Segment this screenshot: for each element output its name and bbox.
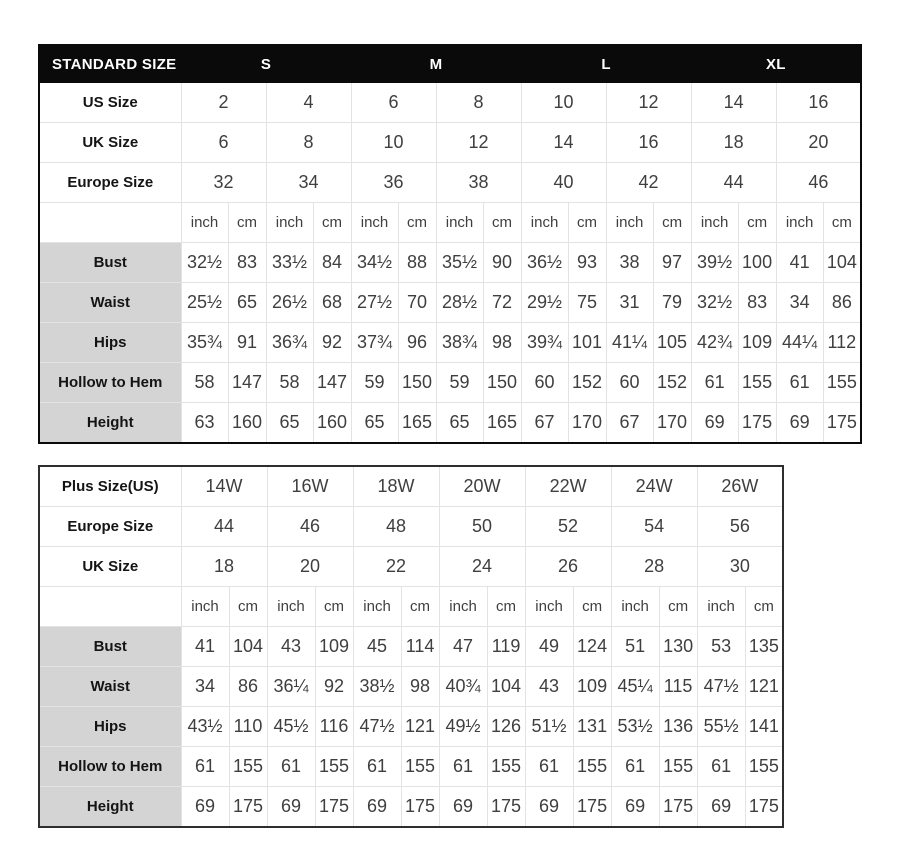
- measure-value-cm: 175: [229, 787, 267, 828]
- size-value: 34: [266, 163, 351, 203]
- measure-value-cm: 175: [487, 787, 525, 828]
- size-value: 18: [691, 123, 776, 163]
- measure-value-inch: 65: [351, 403, 398, 444]
- measure-value-cm: 175: [573, 787, 611, 828]
- measure-value-inch: 69: [525, 787, 573, 828]
- measure-value-cm: 92: [315, 667, 353, 707]
- row-label: Europe Size: [39, 163, 181, 203]
- measure-value-inch: 49: [525, 627, 573, 667]
- measure-value-inch: 61: [697, 747, 745, 787]
- row-label: Hips: [39, 707, 181, 747]
- measure-value-inch: 61: [776, 363, 823, 403]
- measure-value-inch: 51½: [525, 707, 573, 747]
- size-value: 28: [611, 547, 697, 587]
- measure-value-inch: 36¼: [267, 667, 315, 707]
- size-value: 12: [436, 123, 521, 163]
- measure-value-cm: 141: [745, 707, 783, 747]
- measure-value-cm: 131: [573, 707, 611, 747]
- measure-value-cm: 110: [229, 707, 267, 747]
- unit-label: cm: [398, 203, 436, 243]
- measure-value-cm: 155: [659, 747, 697, 787]
- measure-value-cm: 136: [659, 707, 697, 747]
- size-value: 52: [525, 507, 611, 547]
- measure-value-inch: 51: [611, 627, 659, 667]
- unit-label: inch: [181, 203, 228, 243]
- unit-label: inch: [697, 587, 745, 627]
- unit-label: inch: [521, 203, 568, 243]
- unit-label: inch: [606, 203, 653, 243]
- size-value: 56: [697, 507, 783, 547]
- measure-value-cm: 155: [745, 747, 783, 787]
- measure-value-inch: 58: [266, 363, 313, 403]
- measure-value-cm: 114: [401, 627, 439, 667]
- unit-label: cm: [653, 203, 691, 243]
- unit-label: cm: [745, 587, 783, 627]
- size-value: 10: [521, 83, 606, 123]
- unit-label: inch: [525, 587, 573, 627]
- size-value: 48: [353, 507, 439, 547]
- measure-value-cm: 147: [313, 363, 351, 403]
- size-value: 12: [606, 83, 691, 123]
- measure-value-inch: 32½: [691, 283, 738, 323]
- measure-value-inch: 69: [353, 787, 401, 828]
- measure-value-inch: 45¼: [611, 667, 659, 707]
- measure-value-inch: 69: [776, 403, 823, 444]
- size-value: 14W: [181, 466, 267, 507]
- measure-value-cm: 175: [401, 787, 439, 828]
- measure-value-cm: 104: [487, 667, 525, 707]
- measure-value-cm: 79: [653, 283, 691, 323]
- unit-label: inch: [181, 587, 229, 627]
- row-label: Bust: [39, 627, 181, 667]
- size-group-header: L: [521, 45, 691, 83]
- row-label: UK Size: [39, 123, 181, 163]
- unit-label: cm: [313, 203, 351, 243]
- measure-value-inch: 63: [181, 403, 228, 444]
- measure-value-inch: 61: [267, 747, 315, 787]
- measure-value-inch: 34: [181, 667, 229, 707]
- size-value: 24W: [611, 466, 697, 507]
- unit-label: cm: [738, 203, 776, 243]
- size-value: 26W: [697, 466, 783, 507]
- measure-value-cm: 160: [313, 403, 351, 444]
- measure-value-inch: 27½: [351, 283, 398, 323]
- measure-value-inch: 37¾: [351, 323, 398, 363]
- measure-value-inch: 53: [697, 627, 745, 667]
- size-value: 20: [267, 547, 353, 587]
- measure-value-cm: 98: [401, 667, 439, 707]
- unit-label: inch: [436, 203, 483, 243]
- measure-value-cm: 65: [228, 283, 266, 323]
- size-value: 32: [181, 163, 266, 203]
- unit-label: cm: [659, 587, 697, 627]
- row-label-empty: [39, 587, 181, 627]
- measure-value-inch: 39¾: [521, 323, 568, 363]
- measure-value-cm: 97: [653, 243, 691, 283]
- measure-value-inch: 39½: [691, 243, 738, 283]
- measure-value-cm: 170: [653, 403, 691, 444]
- measure-value-cm: 104: [229, 627, 267, 667]
- measure-value-cm: 88: [398, 243, 436, 283]
- unit-label: inch: [611, 587, 659, 627]
- measure-value-cm: 165: [483, 403, 521, 444]
- measure-value-cm: 112: [823, 323, 861, 363]
- measure-value-cm: 121: [745, 667, 783, 707]
- unit-label: inch: [351, 203, 398, 243]
- size-value: 22W: [525, 466, 611, 507]
- size-value: 6: [351, 83, 436, 123]
- unit-label: inch: [267, 587, 315, 627]
- size-value: 6: [181, 123, 266, 163]
- size-value: 16: [606, 123, 691, 163]
- measure-value-cm: 116: [315, 707, 353, 747]
- measure-value-inch: 61: [611, 747, 659, 787]
- measure-value-inch: 44¼: [776, 323, 823, 363]
- measure-value-inch: 34½: [351, 243, 398, 283]
- measure-value-cm: 175: [823, 403, 861, 444]
- measure-value-inch: 35¾: [181, 323, 228, 363]
- size-value: 36: [351, 163, 436, 203]
- measure-value-inch: 47: [439, 627, 487, 667]
- unit-label: inch: [439, 587, 487, 627]
- measure-value-inch: 67: [521, 403, 568, 444]
- measure-value-inch: 31: [606, 283, 653, 323]
- measure-value-cm: 155: [823, 363, 861, 403]
- measure-value-cm: 105: [653, 323, 691, 363]
- measure-value-cm: 124: [573, 627, 611, 667]
- measure-value-cm: 109: [315, 627, 353, 667]
- size-value: 8: [266, 123, 351, 163]
- row-label: UK Size: [39, 547, 181, 587]
- measure-value-cm: 83: [738, 283, 776, 323]
- measure-value-cm: 150: [398, 363, 436, 403]
- measure-value-inch: 69: [181, 787, 229, 828]
- size-value: 22: [353, 547, 439, 587]
- measure-value-cm: 96: [398, 323, 436, 363]
- measure-value-cm: 130: [659, 627, 697, 667]
- size-value: 50: [439, 507, 525, 547]
- size-value: 44: [691, 163, 776, 203]
- measure-value-inch: 38: [606, 243, 653, 283]
- row-label: US Size: [39, 83, 181, 123]
- measure-value-cm: 152: [568, 363, 606, 403]
- unit-label: cm: [483, 203, 521, 243]
- measure-value-cm: 92: [313, 323, 351, 363]
- measure-value-cm: 155: [487, 747, 525, 787]
- measure-value-inch: 61: [525, 747, 573, 787]
- measure-value-inch: 60: [606, 363, 653, 403]
- measure-value-cm: 155: [315, 747, 353, 787]
- measure-value-inch: 65: [266, 403, 313, 444]
- unit-label: inch: [776, 203, 823, 243]
- measure-value-inch: 45½: [267, 707, 315, 747]
- measure-value-inch: 59: [436, 363, 483, 403]
- measure-value-inch: 69: [611, 787, 659, 828]
- row-label: Hips: [39, 323, 181, 363]
- measure-value-cm: 98: [483, 323, 521, 363]
- unit-label: cm: [229, 587, 267, 627]
- measure-value-inch: 41¼: [606, 323, 653, 363]
- measure-value-inch: 45: [353, 627, 401, 667]
- size-value: 20: [776, 123, 861, 163]
- size-value: 16: [776, 83, 861, 123]
- table-title: STANDARD SIZE: [39, 45, 181, 83]
- size-value: 14: [521, 123, 606, 163]
- measure-value-cm: 93: [568, 243, 606, 283]
- measure-value-cm: 175: [738, 403, 776, 444]
- size-value: 4: [266, 83, 351, 123]
- row-label: Hollow to Hem: [39, 363, 181, 403]
- measure-value-inch: 58: [181, 363, 228, 403]
- size-group-header: M: [351, 45, 521, 83]
- measure-value-inch: 36½: [521, 243, 568, 283]
- unit-label: cm: [573, 587, 611, 627]
- size-group-header: S: [181, 45, 351, 83]
- measure-value-cm: 100: [738, 243, 776, 283]
- row-label-empty: [39, 203, 181, 243]
- unit-label: cm: [568, 203, 606, 243]
- measure-value-cm: 109: [738, 323, 776, 363]
- unit-label: cm: [823, 203, 861, 243]
- size-group-header: XL: [691, 45, 861, 83]
- measure-value-inch: 67: [606, 403, 653, 444]
- measure-value-inch: 38¾: [436, 323, 483, 363]
- measure-value-inch: 32½: [181, 243, 228, 283]
- measure-value-inch: 40¾: [439, 667, 487, 707]
- measure-value-inch: 53½: [611, 707, 659, 747]
- measure-value-inch: 28½: [436, 283, 483, 323]
- measure-value-inch: 61: [691, 363, 738, 403]
- measure-value-inch: 25½: [181, 283, 228, 323]
- plus-size-table: [38, 465, 784, 828]
- size-value: 16W: [267, 466, 353, 507]
- measure-value-cm: 170: [568, 403, 606, 444]
- measure-value-cm: 160: [228, 403, 266, 444]
- row-label: Bust: [39, 243, 181, 283]
- measure-value-cm: 90: [483, 243, 521, 283]
- row-label: Hollow to Hem: [39, 747, 181, 787]
- size-value: 46: [267, 507, 353, 547]
- measure-value-inch: 61: [353, 747, 401, 787]
- size-value: 26: [525, 547, 611, 587]
- measure-value-inch: 69: [439, 787, 487, 828]
- measure-value-inch: 29½: [521, 283, 568, 323]
- measure-value-cm: 126: [487, 707, 525, 747]
- measure-value-inch: 69: [267, 787, 315, 828]
- measure-value-inch: 35½: [436, 243, 483, 283]
- measure-value-cm: 86: [229, 667, 267, 707]
- size-value: 14: [691, 83, 776, 123]
- measure-value-cm: 135: [745, 627, 783, 667]
- unit-label: inch: [353, 587, 401, 627]
- measure-value-cm: 70: [398, 283, 436, 323]
- size-value: 38: [436, 163, 521, 203]
- measure-value-inch: 69: [691, 403, 738, 444]
- measure-value-inch: 47½: [353, 707, 401, 747]
- unit-label: cm: [401, 587, 439, 627]
- measure-value-cm: 84: [313, 243, 351, 283]
- measure-value-inch: 43: [525, 667, 573, 707]
- measure-value-cm: 165: [398, 403, 436, 444]
- measure-value-inch: 61: [439, 747, 487, 787]
- size-value: 46: [776, 163, 861, 203]
- size-value: 44: [181, 507, 267, 547]
- measure-value-cm: 121: [401, 707, 439, 747]
- row-label: Height: [39, 787, 181, 828]
- size-value: 30: [697, 547, 783, 587]
- row-label: Waist: [39, 667, 181, 707]
- measure-value-cm: 104: [823, 243, 861, 283]
- row-label: Waist: [39, 283, 181, 323]
- measure-value-cm: 101: [568, 323, 606, 363]
- measure-value-cm: 155: [229, 747, 267, 787]
- size-value: 8: [436, 83, 521, 123]
- measure-value-inch: 38½: [353, 667, 401, 707]
- measure-value-inch: 33½: [266, 243, 313, 283]
- measure-value-inch: 26½: [266, 283, 313, 323]
- measure-value-cm: 175: [315, 787, 353, 828]
- measure-value-inch: 41: [181, 627, 229, 667]
- measure-value-cm: 115: [659, 667, 697, 707]
- row-label: Europe Size: [39, 507, 181, 547]
- size-value: 42: [606, 163, 691, 203]
- measure-value-inch: 34: [776, 283, 823, 323]
- measure-value-inch: 49½: [439, 707, 487, 747]
- measure-value-cm: 119: [487, 627, 525, 667]
- measure-value-cm: 147: [228, 363, 266, 403]
- unit-label: inch: [691, 203, 738, 243]
- measure-value-inch: 60: [521, 363, 568, 403]
- measure-value-inch: 65: [436, 403, 483, 444]
- measure-value-cm: 68: [313, 283, 351, 323]
- measure-value-inch: 55½: [697, 707, 745, 747]
- measure-value-cm: 75: [568, 283, 606, 323]
- measure-value-inch: 59: [351, 363, 398, 403]
- measure-value-cm: 152: [653, 363, 691, 403]
- measure-value-inch: 41: [776, 243, 823, 283]
- size-value: 18: [181, 547, 267, 587]
- size-value: 10: [351, 123, 436, 163]
- measure-value-inch: 43: [267, 627, 315, 667]
- measure-value-cm: 175: [659, 787, 697, 828]
- standard-size-table: [38, 44, 862, 444]
- measure-value-cm: 109: [573, 667, 611, 707]
- row-label: Plus Size(US): [39, 466, 181, 507]
- unit-label: cm: [315, 587, 353, 627]
- measure-value-cm: 86: [823, 283, 861, 323]
- size-value: 2: [181, 83, 266, 123]
- row-label: Height: [39, 403, 181, 444]
- measure-value-cm: 83: [228, 243, 266, 283]
- measure-value-cm: 175: [745, 787, 783, 828]
- measure-value-cm: 155: [573, 747, 611, 787]
- measure-value-inch: 61: [181, 747, 229, 787]
- measure-value-inch: 43½: [181, 707, 229, 747]
- measure-value-cm: 155: [401, 747, 439, 787]
- size-value: 54: [611, 507, 697, 547]
- measure-value-inch: 42¾: [691, 323, 738, 363]
- measure-value-cm: 150: [483, 363, 521, 403]
- measure-value-cm: 155: [738, 363, 776, 403]
- size-value: 24: [439, 547, 525, 587]
- measure-value-cm: 91: [228, 323, 266, 363]
- size-value: 40: [521, 163, 606, 203]
- unit-label: inch: [266, 203, 313, 243]
- size-value: 18W: [353, 466, 439, 507]
- unit-label: cm: [487, 587, 525, 627]
- measure-value-cm: 72: [483, 283, 521, 323]
- measure-value-inch: 36¾: [266, 323, 313, 363]
- measure-value-inch: 69: [697, 787, 745, 828]
- measure-value-inch: 47½: [697, 667, 745, 707]
- unit-label: cm: [228, 203, 266, 243]
- size-value: 20W: [439, 466, 525, 507]
